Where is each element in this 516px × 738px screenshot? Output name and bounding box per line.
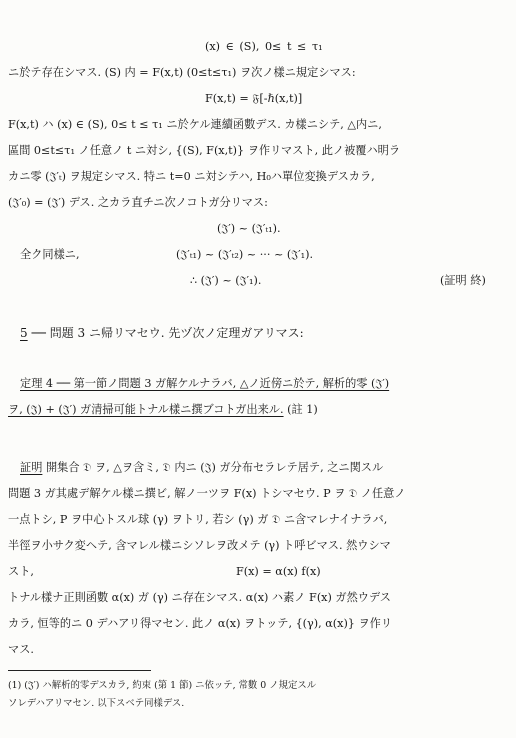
text-line: F(x,t) ハ (x) ∈ (S), 0≤ t ≤ τ₁ ニ於ケル連續函數デス. カ樣ニシテ, △内ニ, (8, 118, 382, 131)
text-line: トナル樣ナ正則函數 α(x) ガ (γ) ニ存在シマス. α(x) ハ素ノ F(x) ガ然ウデス (8, 591, 391, 604)
text-line: スト, (8, 565, 34, 578)
theorem-4-line-1 (20, 377, 389, 391)
proof-text: 開集合 𝔇 ヲ, △ヲ含ミ, 𝔇 内ニ (𝔍) ガ分布セラレテ居テ, 之ニ関スル (42, 461, 384, 474)
footnote-divider (8, 670, 151, 671)
text-line: カラ, 恒等的ニ 0 デハアリ得マセン. 此ノ α(x) ヲトッテ, {(γ), α(x)} ヲ作リ (8, 617, 393, 630)
section-text: ── 問題 3 ニ帰リマセウ. 先ヅ次ノ定理ガアリマス: (27, 326, 304, 340)
proof-line-1 (20, 461, 383, 475)
text-line: マス. (8, 643, 34, 656)
text-line: 半徑ヲ小サク変ヘテ, 含マレル樣ニシソレヲ改メテ (γ) ト呼ビマス. 然ウシマ (8, 539, 391, 552)
formula-F-definition: F(x,t) = 𝔉[-ℏ(x,t)] (205, 92, 303, 105)
section-number: 5 (20, 326, 28, 340)
footnote-ref: (註 1) (283, 403, 318, 416)
text-line: ニ於テ存在シマス. (S) 内 = F(x,t) (0≤t≤τ₁) ヲ次ノ樣ニ規定シマス: (8, 66, 356, 79)
footnote-line: (1) (𝔍′) ハ解析的零デスカラ, 約束 (第 1 節) ニ依ッテ, 常數 0 ノ規定スル (8, 680, 317, 691)
theorem-4-statement: 定理 4 ── 第一節ノ問題 3 ガ解ケルナラバ, △ノ近傍ニ於テ, 解析的零 (𝔍′) (20, 377, 390, 390)
formula-factorization: F(x) = α(x) f(x) (236, 565, 321, 578)
text-line: 一点トシ, P ヲ中心トスル球 (γ) ヲトリ, 若シ (γ) ガ 𝔇 ニ含マレナイナラバ, (8, 513, 388, 526)
formula-conclusion: ∴ (𝔍′) ~ (𝔍′₁). (190, 274, 262, 287)
text-line: カニ零 (𝔍′ₜ) ヲ規定シマス. 特ニ t=0 ニ対シテハ, H₀ハ單位変換デスカラ, (8, 170, 375, 183)
section-5-heading (20, 326, 304, 340)
formula-equivalence-chain: (𝔍′ₜ₁) ~ (𝔍′ₜ₂) ~ ··· ~ (𝔍′₁). (176, 248, 314, 261)
theorem-4-statement-cont: ヲ, (𝔍) + (𝔍′) ガ清掃可能トナル樣ニ撰ブコトガ出来ル. (8, 403, 284, 416)
text-line: 全ク同樣ニ, (20, 248, 80, 261)
formula-equivalence-1: (𝔍′) ~ (𝔍′ₜ₁). (217, 222, 281, 235)
footnote-line: ソレデハアリマセン. 以下スベテ同樣デス. (8, 698, 185, 709)
proof-end-marker: (証明 終) (440, 274, 486, 287)
formula-domain-condition: (x) ∈ (S), 0≤ t ≤ τ₁ (205, 40, 323, 53)
text-line: (𝔍′₀) = (𝔍′) デス. 之カラ直チニ次ノコトガ分リマス: (8, 196, 268, 209)
proof-label: 証明 (20, 461, 43, 474)
theorem-4-line-2 (8, 403, 318, 417)
text-line: 區間 0≤t≤τ₁ ノ任意ノ t ニ対シ, {(S), F(x,t)} ヲ作リマスト, 此ノ被覆ハ明ラ (8, 144, 401, 157)
text-line: 問題 3 ガ其處デ解ケル樣ニ撰ビ, 解ノ一ツヲ F(x) トシマセウ. P ヲ 𝔇 ノ任意ノ (8, 487, 406, 500)
